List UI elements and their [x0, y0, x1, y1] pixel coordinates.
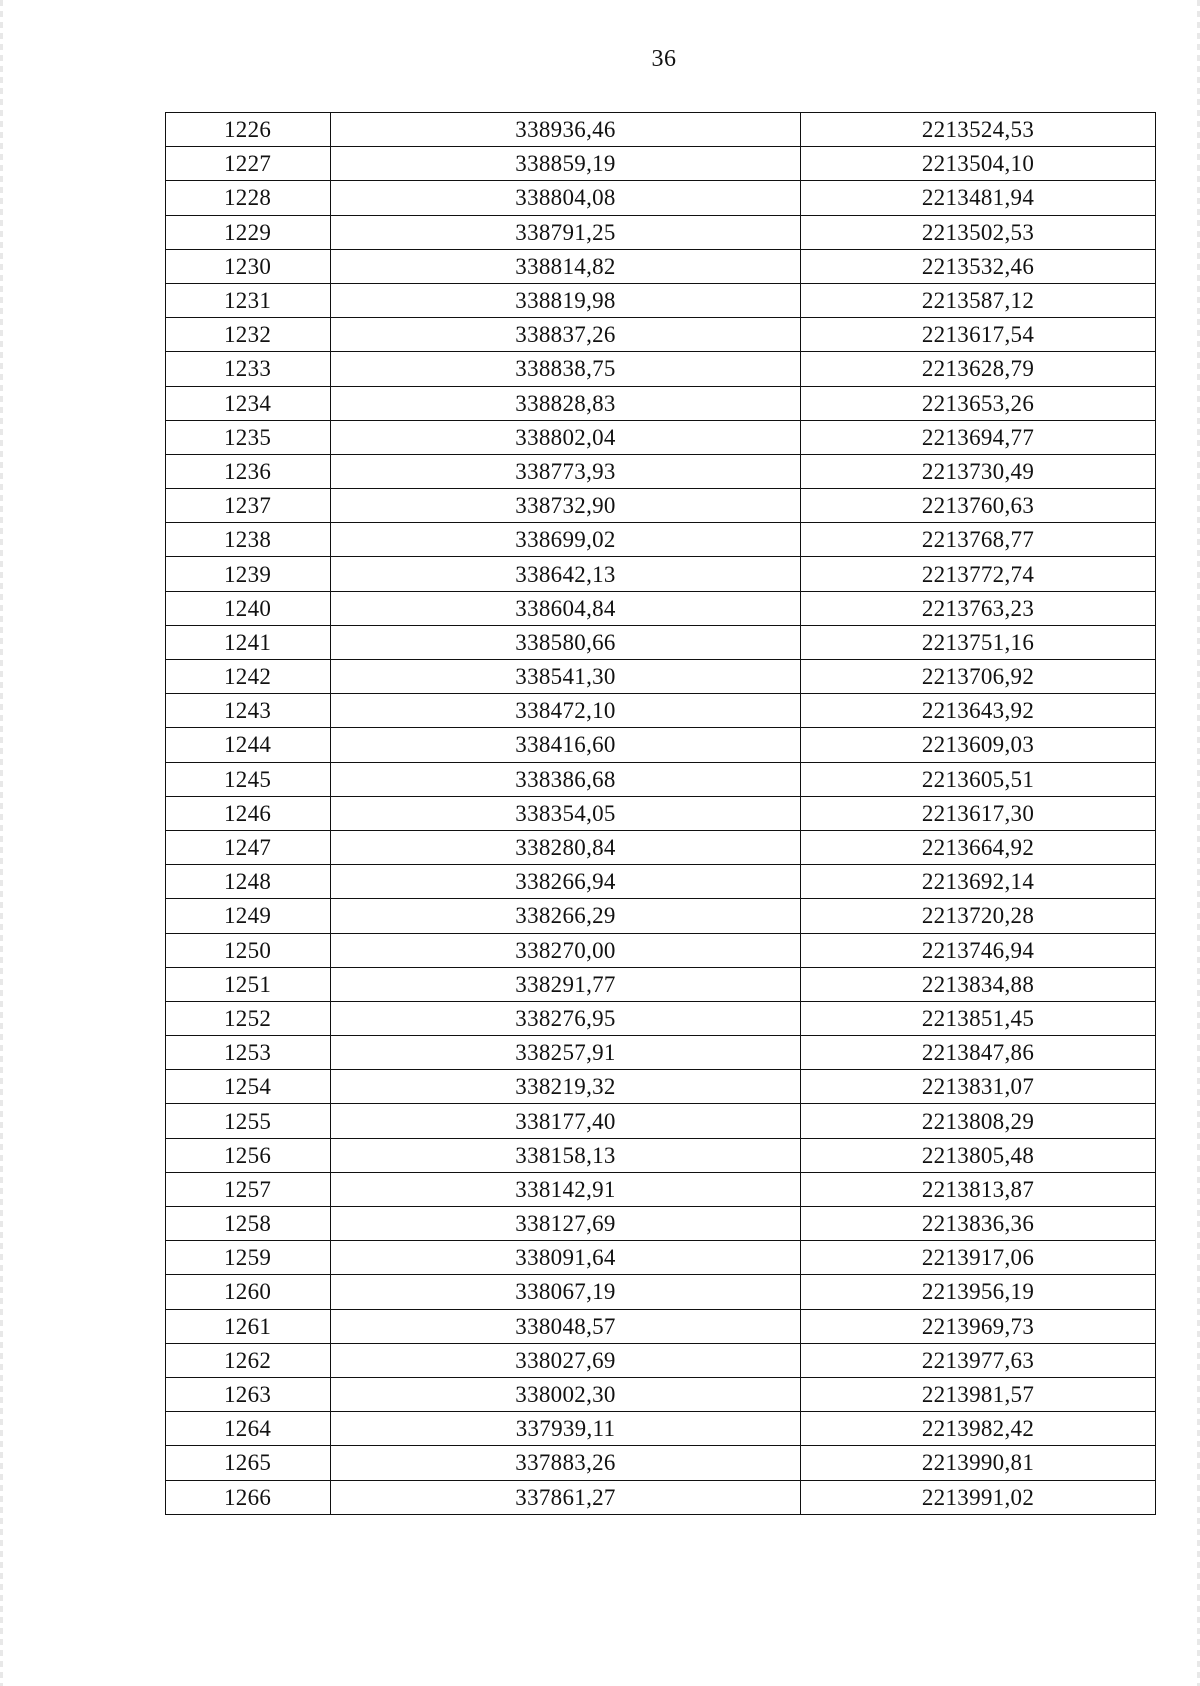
coordinates-table-body	[166, 113, 1156, 1515]
point-number-cell: 1260	[166, 1275, 331, 1309]
y-coordinate-cell: 2213605,51	[801, 762, 1156, 796]
y-coordinate-cell: 2213808,29	[801, 1104, 1156, 1138]
point-number-cell: 1255	[166, 1104, 331, 1138]
table-row	[166, 1036, 1156, 1070]
x-coordinate-cell: 338142,91	[331, 1172, 801, 1206]
table-row	[166, 796, 1156, 830]
point-number-cell: 1248	[166, 865, 331, 899]
y-coordinate-cell: 2213706,92	[801, 660, 1156, 694]
y-coordinate-cell: 2213643,92	[801, 694, 1156, 728]
table-row	[166, 1172, 1156, 1206]
y-coordinate-cell: 2213847,86	[801, 1036, 1156, 1070]
point-number-cell: 1247	[166, 830, 331, 864]
y-coordinate-cell: 2213628,79	[801, 352, 1156, 386]
x-coordinate-cell: 338732,90	[331, 489, 801, 523]
point-number-cell: 1242	[166, 660, 331, 694]
point-number-cell: 1236	[166, 454, 331, 488]
x-coordinate-cell: 338580,66	[331, 625, 801, 659]
point-number-cell: 1229	[166, 215, 331, 249]
point-number-cell: 1259	[166, 1241, 331, 1275]
point-number-cell: 1245	[166, 762, 331, 796]
y-coordinate-cell: 2213982,42	[801, 1412, 1156, 1446]
table-row	[166, 215, 1156, 249]
y-coordinate-cell: 2213746,94	[801, 933, 1156, 967]
x-coordinate-cell: 338266,94	[331, 865, 801, 899]
table-row	[166, 181, 1156, 215]
table-row	[166, 1207, 1156, 1241]
y-coordinate-cell: 2213956,19	[801, 1275, 1156, 1309]
point-number-cell: 1234	[166, 386, 331, 420]
y-coordinate-cell: 2213990,81	[801, 1446, 1156, 1480]
y-coordinate-cell: 2213664,92	[801, 830, 1156, 864]
table-row	[166, 1412, 1156, 1446]
table-row	[166, 728, 1156, 762]
y-coordinate-cell: 2213751,16	[801, 625, 1156, 659]
table-row	[166, 1241, 1156, 1275]
point-number-cell: 1254	[166, 1070, 331, 1104]
x-coordinate-cell: 338802,04	[331, 420, 801, 454]
point-number-cell: 1233	[166, 352, 331, 386]
y-coordinate-cell: 2213502,53	[801, 215, 1156, 249]
point-number-cell: 1240	[166, 591, 331, 625]
y-coordinate-cell: 2213481,94	[801, 181, 1156, 215]
table-row	[166, 933, 1156, 967]
x-coordinate-cell: 338642,13	[331, 557, 801, 591]
y-coordinate-cell: 2213532,46	[801, 249, 1156, 283]
point-number-cell: 1243	[166, 694, 331, 728]
y-coordinate-cell: 2213805,48	[801, 1138, 1156, 1172]
y-coordinate-cell: 2213720,28	[801, 899, 1156, 933]
table-row	[166, 1309, 1156, 1343]
table-row	[166, 420, 1156, 454]
x-coordinate-cell: 338257,91	[331, 1036, 801, 1070]
point-number-cell: 1250	[166, 933, 331, 967]
table-row	[166, 830, 1156, 864]
y-coordinate-cell: 2213977,63	[801, 1343, 1156, 1377]
x-coordinate-cell: 338936,46	[331, 113, 801, 147]
table-row	[166, 318, 1156, 352]
x-coordinate-cell: 338791,25	[331, 215, 801, 249]
x-coordinate-cell: 338828,83	[331, 386, 801, 420]
x-coordinate-cell: 338354,05	[331, 796, 801, 830]
x-coordinate-cell: 338472,10	[331, 694, 801, 728]
y-coordinate-cell: 2213524,53	[801, 113, 1156, 147]
point-number-cell: 1264	[166, 1412, 331, 1446]
table-row	[166, 1480, 1156, 1514]
point-number-cell: 1231	[166, 283, 331, 317]
x-coordinate-cell: 338859,19	[331, 147, 801, 181]
table-row	[166, 762, 1156, 796]
point-number-cell: 1253	[166, 1036, 331, 1070]
table-row	[166, 523, 1156, 557]
point-number-cell: 1265	[166, 1446, 331, 1480]
table-row	[166, 1446, 1156, 1480]
y-coordinate-cell: 2213617,54	[801, 318, 1156, 352]
x-coordinate-cell: 338276,95	[331, 1001, 801, 1035]
table-row	[166, 1070, 1156, 1104]
coordinates-table	[165, 112, 1156, 1515]
x-coordinate-cell: 338266,29	[331, 899, 801, 933]
scan-edge-left	[0, 0, 3, 1686]
y-coordinate-cell: 2213587,12	[801, 283, 1156, 317]
point-number-cell: 1237	[166, 489, 331, 523]
y-coordinate-cell: 2213834,88	[801, 967, 1156, 1001]
point-number-cell: 1251	[166, 967, 331, 1001]
x-coordinate-cell: 338699,02	[331, 523, 801, 557]
y-coordinate-cell: 2213813,87	[801, 1172, 1156, 1206]
point-number-cell: 1241	[166, 625, 331, 659]
x-coordinate-cell: 338067,19	[331, 1275, 801, 1309]
table-row	[166, 147, 1156, 181]
point-number-cell: 1232	[166, 318, 331, 352]
x-coordinate-cell: 338604,84	[331, 591, 801, 625]
table-row	[166, 1275, 1156, 1309]
point-number-cell: 1238	[166, 523, 331, 557]
table-row	[166, 352, 1156, 386]
x-coordinate-cell: 338773,93	[331, 454, 801, 488]
table-row	[166, 1104, 1156, 1138]
y-coordinate-cell: 2213609,03	[801, 728, 1156, 762]
table-row	[166, 113, 1156, 147]
table-row	[166, 1343, 1156, 1377]
point-number-cell: 1246	[166, 796, 331, 830]
point-number-cell: 1227	[166, 147, 331, 181]
x-coordinate-cell: 338804,08	[331, 181, 801, 215]
y-coordinate-cell: 2213730,49	[801, 454, 1156, 488]
y-coordinate-cell: 2213981,57	[801, 1377, 1156, 1411]
x-coordinate-cell: 338270,00	[331, 933, 801, 967]
y-coordinate-cell: 2213768,77	[801, 523, 1156, 557]
point-number-cell: 1256	[166, 1138, 331, 1172]
x-coordinate-cell: 338541,30	[331, 660, 801, 694]
point-number-cell: 1235	[166, 420, 331, 454]
point-number-cell: 1258	[166, 1207, 331, 1241]
point-number-cell: 1249	[166, 899, 331, 933]
point-number-cell: 1230	[166, 249, 331, 283]
point-number-cell: 1263	[166, 1377, 331, 1411]
x-coordinate-cell: 337883,26	[331, 1446, 801, 1480]
table-row	[166, 899, 1156, 933]
y-coordinate-cell: 2213692,14	[801, 865, 1156, 899]
y-coordinate-cell: 2213851,45	[801, 1001, 1156, 1035]
x-coordinate-cell: 338386,68	[331, 762, 801, 796]
point-number-cell: 1262	[166, 1343, 331, 1377]
x-coordinate-cell: 338127,69	[331, 1207, 801, 1241]
x-coordinate-cell: 338219,32	[331, 1070, 801, 1104]
point-number-cell: 1244	[166, 728, 331, 762]
point-number-cell: 1228	[166, 181, 331, 215]
point-number-cell: 1239	[166, 557, 331, 591]
table-row	[166, 1138, 1156, 1172]
y-coordinate-cell: 2213772,74	[801, 557, 1156, 591]
table-row	[166, 865, 1156, 899]
x-coordinate-cell: 338177,40	[331, 1104, 801, 1138]
x-coordinate-cell: 338027,69	[331, 1343, 801, 1377]
table-row	[166, 386, 1156, 420]
table-row	[166, 967, 1156, 1001]
table-row	[166, 625, 1156, 659]
x-coordinate-cell: 338158,13	[331, 1138, 801, 1172]
y-coordinate-cell: 2213617,30	[801, 796, 1156, 830]
y-coordinate-cell: 2213831,07	[801, 1070, 1156, 1104]
point-number-cell: 1266	[166, 1480, 331, 1514]
table-row	[166, 454, 1156, 488]
x-coordinate-cell: 338048,57	[331, 1309, 801, 1343]
x-coordinate-cell: 338837,26	[331, 318, 801, 352]
x-coordinate-cell: 338814,82	[331, 249, 801, 283]
y-coordinate-cell: 2213653,26	[801, 386, 1156, 420]
x-coordinate-cell: 338291,77	[331, 967, 801, 1001]
y-coordinate-cell: 2213504,10	[801, 147, 1156, 181]
x-coordinate-cell: 337939,11	[331, 1412, 801, 1446]
x-coordinate-cell: 338416,60	[331, 728, 801, 762]
point-number-cell: 1261	[166, 1309, 331, 1343]
table-row	[166, 283, 1156, 317]
y-coordinate-cell: 2213760,63	[801, 489, 1156, 523]
table-row	[166, 660, 1156, 694]
x-coordinate-cell: 338002,30	[331, 1377, 801, 1411]
page-number: 36	[651, 46, 677, 72]
table-row	[166, 557, 1156, 591]
x-coordinate-cell: 338091,64	[331, 1241, 801, 1275]
y-coordinate-cell: 2213991,02	[801, 1480, 1156, 1514]
table-row	[166, 694, 1156, 728]
point-number-cell: 1257	[166, 1172, 331, 1206]
x-coordinate-cell: 338819,98	[331, 283, 801, 317]
y-coordinate-cell: 2213917,06	[801, 1241, 1156, 1275]
table-row	[166, 1001, 1156, 1035]
x-coordinate-cell: 338838,75	[331, 352, 801, 386]
y-coordinate-cell: 2213969,73	[801, 1309, 1156, 1343]
point-number-cell: 1252	[166, 1001, 331, 1035]
table-row	[166, 591, 1156, 625]
x-coordinate-cell: 337861,27	[331, 1480, 801, 1514]
table-row	[166, 1377, 1156, 1411]
y-coordinate-cell: 2213836,36	[801, 1207, 1156, 1241]
x-coordinate-cell: 338280,84	[331, 830, 801, 864]
table-row	[166, 249, 1156, 283]
y-coordinate-cell: 2213694,77	[801, 420, 1156, 454]
point-number-cell: 1226	[166, 113, 331, 147]
y-coordinate-cell: 2213763,23	[801, 591, 1156, 625]
table-row	[166, 489, 1156, 523]
